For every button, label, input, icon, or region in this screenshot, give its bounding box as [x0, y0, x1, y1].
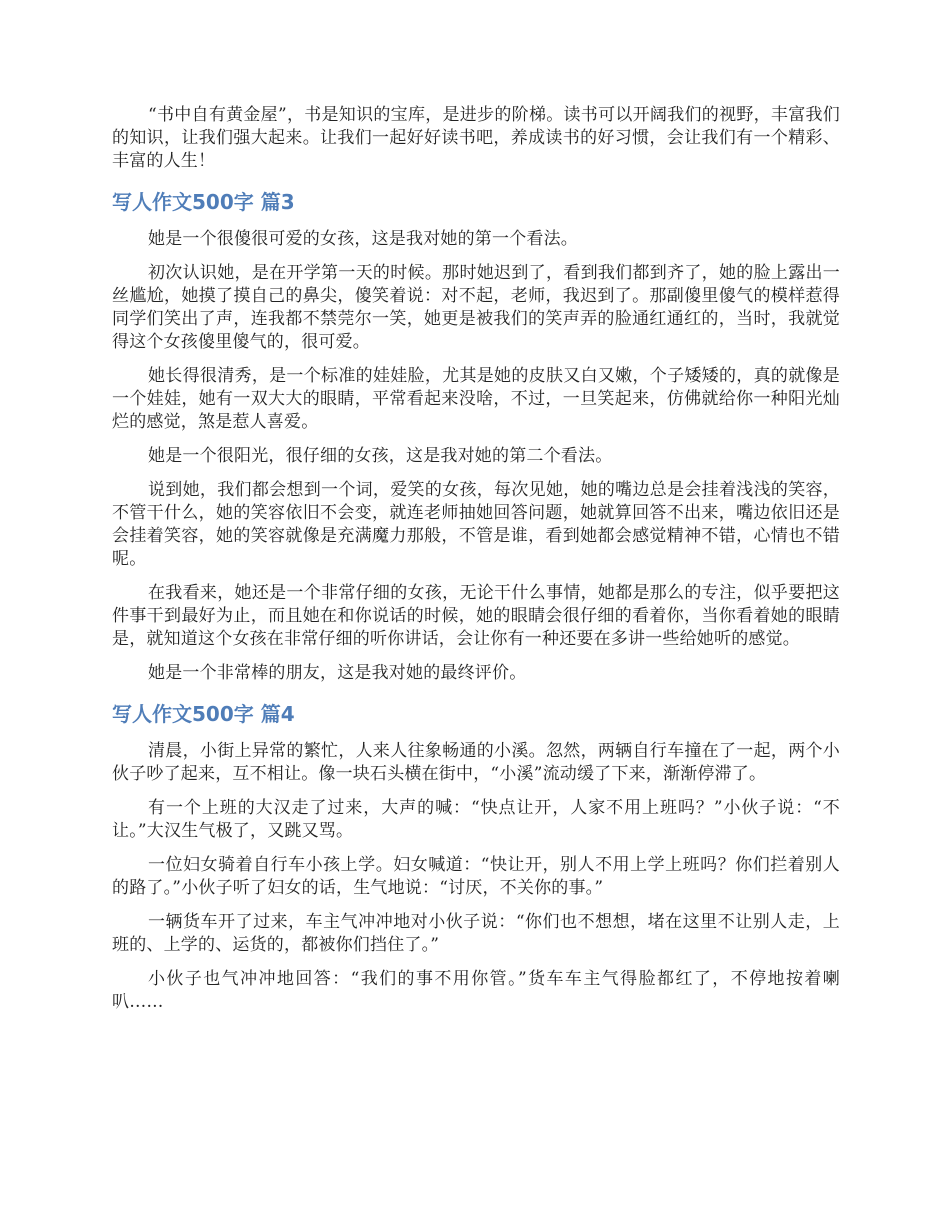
- paragraph: 在我看来，她还是一个非常仔细的女孩，无论干什么事情，她都是那么的专注，似乎要把这件事干到最好为止，而且她在和你说话的时候，她的眼睛会很仔细的看着你，当你看着她的眼睛是，就知道这个女孩在非常仔细的听你讲话，会让你有一种还要在多讲一些给她听的感觉。: [112, 583, 840, 649]
- document-page: [112, 104, 840, 1025]
- paragraph: 她长得很清秀，是一个标准的娃娃脸，尤其是她的皮肤又白又嫩，个子矮矮的，真的就像是一个娃娃，她有一双大大的眼睛，平常看起来没啥，不过，一旦笑起来，仿佛就给你一种阳光灿烂的感觉，煞是惹人喜爱。: [112, 366, 840, 432]
- paragraph: 她是一个很阳光，很仔细的女孩，这是我对她的第二个看法。: [148, 446, 613, 466]
- paragraph: 说到她，我们都会想到一个词，爱笑的女孩，每次见她，她的嘴边总是会挂着浅浅的笑容，不管干什么，她的笑容依旧不会变，就连老师抽她回答问题，她就算回答不出来，嘴边依旧还是会挂着笑容，她的笑容就像是充满魔力那般，不管是谁，看到她都会感觉精神不错，心情也不错呢。: [112, 480, 840, 569]
- paragraph: 一位妇女骑着自行车小孩上学。妇女喊道：“快让开，别人不用上学上班吗？你们拦着别人的路了。”小伙子听了妇女的话，生气地说：“讨厌，不关你的事。”: [112, 855, 840, 898]
- paragraph: 她是一个很傻很可爱的女孩，这是我对她的第一个看法。: [148, 229, 578, 249]
- section-3: [112, 189, 840, 685]
- paragraph: 一辆货车开了过来，车主气冲冲地对小伙子说：“你们也不想想，堵在这里不让别人走，上班的、上学的、运货的，都被你们挡住了。”: [112, 912, 840, 955]
- section-heading: 写人作文500字 篇4: [112, 702, 295, 726]
- paragraph: 初次认识她，是在开学第一天的时候。那时她迟到了，看到我们都到齐了，她的脸上露出一丝尴尬，她摸了摸自己的鼻尖，傻笑着说：对不起，老师，我迟到了。那副傻里傻气的模样惹得同学们笑出了声，连我都不禁莞尔一笑，她更是被我们的笑声弄的脸通红通红的，当时，我就觉得这个女孩傻里傻气的，很可爱。: [112, 263, 840, 352]
- paragraph: 清晨，小街上异常的繁忙，人来人往象畅通的小溪。忽然，两辆自行车撞在了一起，两个小伙子吵了起来，互不相让。像一块石头横在街中，“小溪”流动缓了下来，渐渐停滞了。: [112, 741, 840, 784]
- paragraph: 有一个上班的大汉走了过来，大声的喊：“快点让开，人家不用上班吗？”小伙子说：“不让。”大汉生气极了，又跳又骂。: [112, 798, 840, 841]
- section-heading: 写人作文500字 篇3: [112, 190, 295, 214]
- paragraph: 她是一个非常棒的朋友，这是我对她的最终评价。: [148, 663, 527, 683]
- intro-paragraph: “书中自有黄金屋”，书是知识的宝库，是进步的阶梯。读书可以开阔我们的视野，丰富我们的知识，让我们强大起来。让我们一起好好读书吧，养成读书的好习惯，会让我们有一个精彩、丰富的人生！: [112, 105, 840, 171]
- paragraph: 小伙子也气冲冲地回答：“我们的事不用你管。”货车车主气得脸都红了，不停地按着喇叭……: [112, 969, 840, 1012]
- section-4: [112, 701, 840, 1014]
